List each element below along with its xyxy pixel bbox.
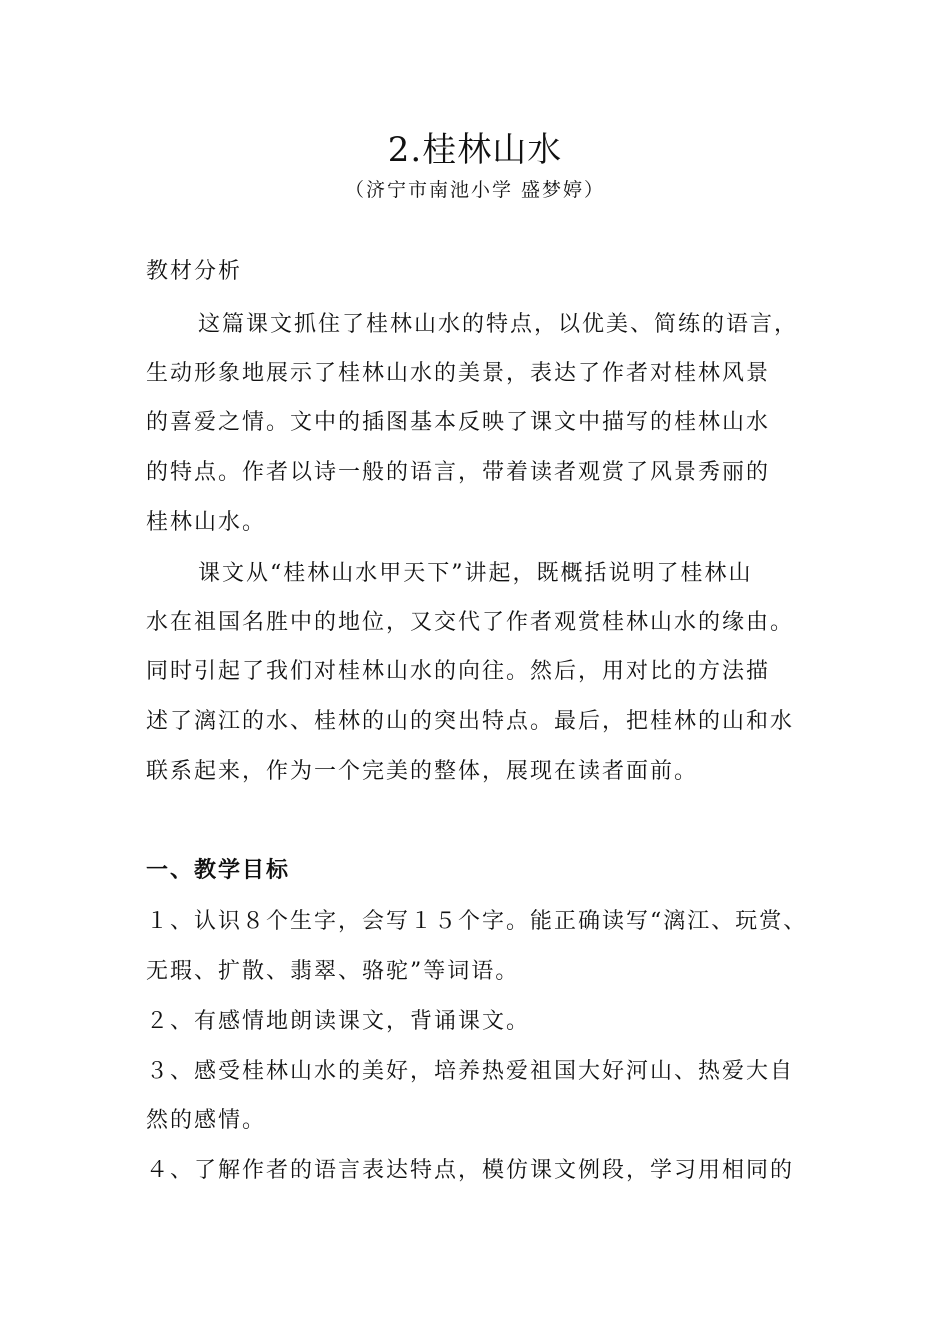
paragraph-line: 这篇课文抓住了桂林山水的特点，以优美、简练的语言， [198, 312, 799, 337]
goal-item-line: ３、感受桂林山水的美好，培养热爱祖国大好河山、热爱大自 [146, 1059, 795, 1084]
goal-item-line: １、认识８个生字，会写１５个字。能正确读写“漓江、玩赏、 [146, 909, 808, 934]
paragraph-line: 的特点。作者以诗一般的语言，带着读者观赏了风景秀丽的 [146, 460, 771, 485]
paragraph-line: 课文从“桂林山水甲天下”讲起，既概括说明了桂林山 [198, 561, 753, 586]
goal-item-line: 无瑕、扩散、翡翠、骆驼”等词语。 [146, 959, 520, 984]
document-title: 2.桂林山水 [387, 130, 563, 170]
goal-item-line: ２、有感情地朗读课文，背诵课文。 [146, 1009, 531, 1034]
paragraph-line: 联系起来，作为一个完美的整体，展现在读者面前。 [146, 759, 699, 784]
paragraph-line: 的喜爱之情。文中的插图基本反映了课文中描写的桂林山水 [146, 410, 771, 435]
paragraph-line: 同时引起了我们对桂林山水的向往。然后，用对比的方法描 [146, 659, 771, 684]
paragraph-line: 桂林山水。 [146, 510, 267, 535]
goal-item-line: ４、了解作者的语言表达特点，模仿课文例段，学习用相同的 [146, 1158, 795, 1183]
document-author: （济宁市南池小学 盛梦婷） [344, 179, 606, 201]
goal-item-line: 然的感情。 [146, 1108, 267, 1133]
section-heading-goals: 一、教学目标 [146, 858, 291, 883]
paragraph-line: 述了漓江的水、桂林的山的突出特点。最后，把桂林的山和水 [146, 709, 795, 734]
paragraph-line: 生动形象地展示了桂林山水的美景，表达了作者对桂林风景 [146, 361, 771, 386]
section-heading-analysis: 教材分析 [146, 259, 243, 284]
paragraph-line: 水在祖国名胜中的地位，又交代了作者观赏桂林山水的缘由。 [146, 610, 795, 635]
